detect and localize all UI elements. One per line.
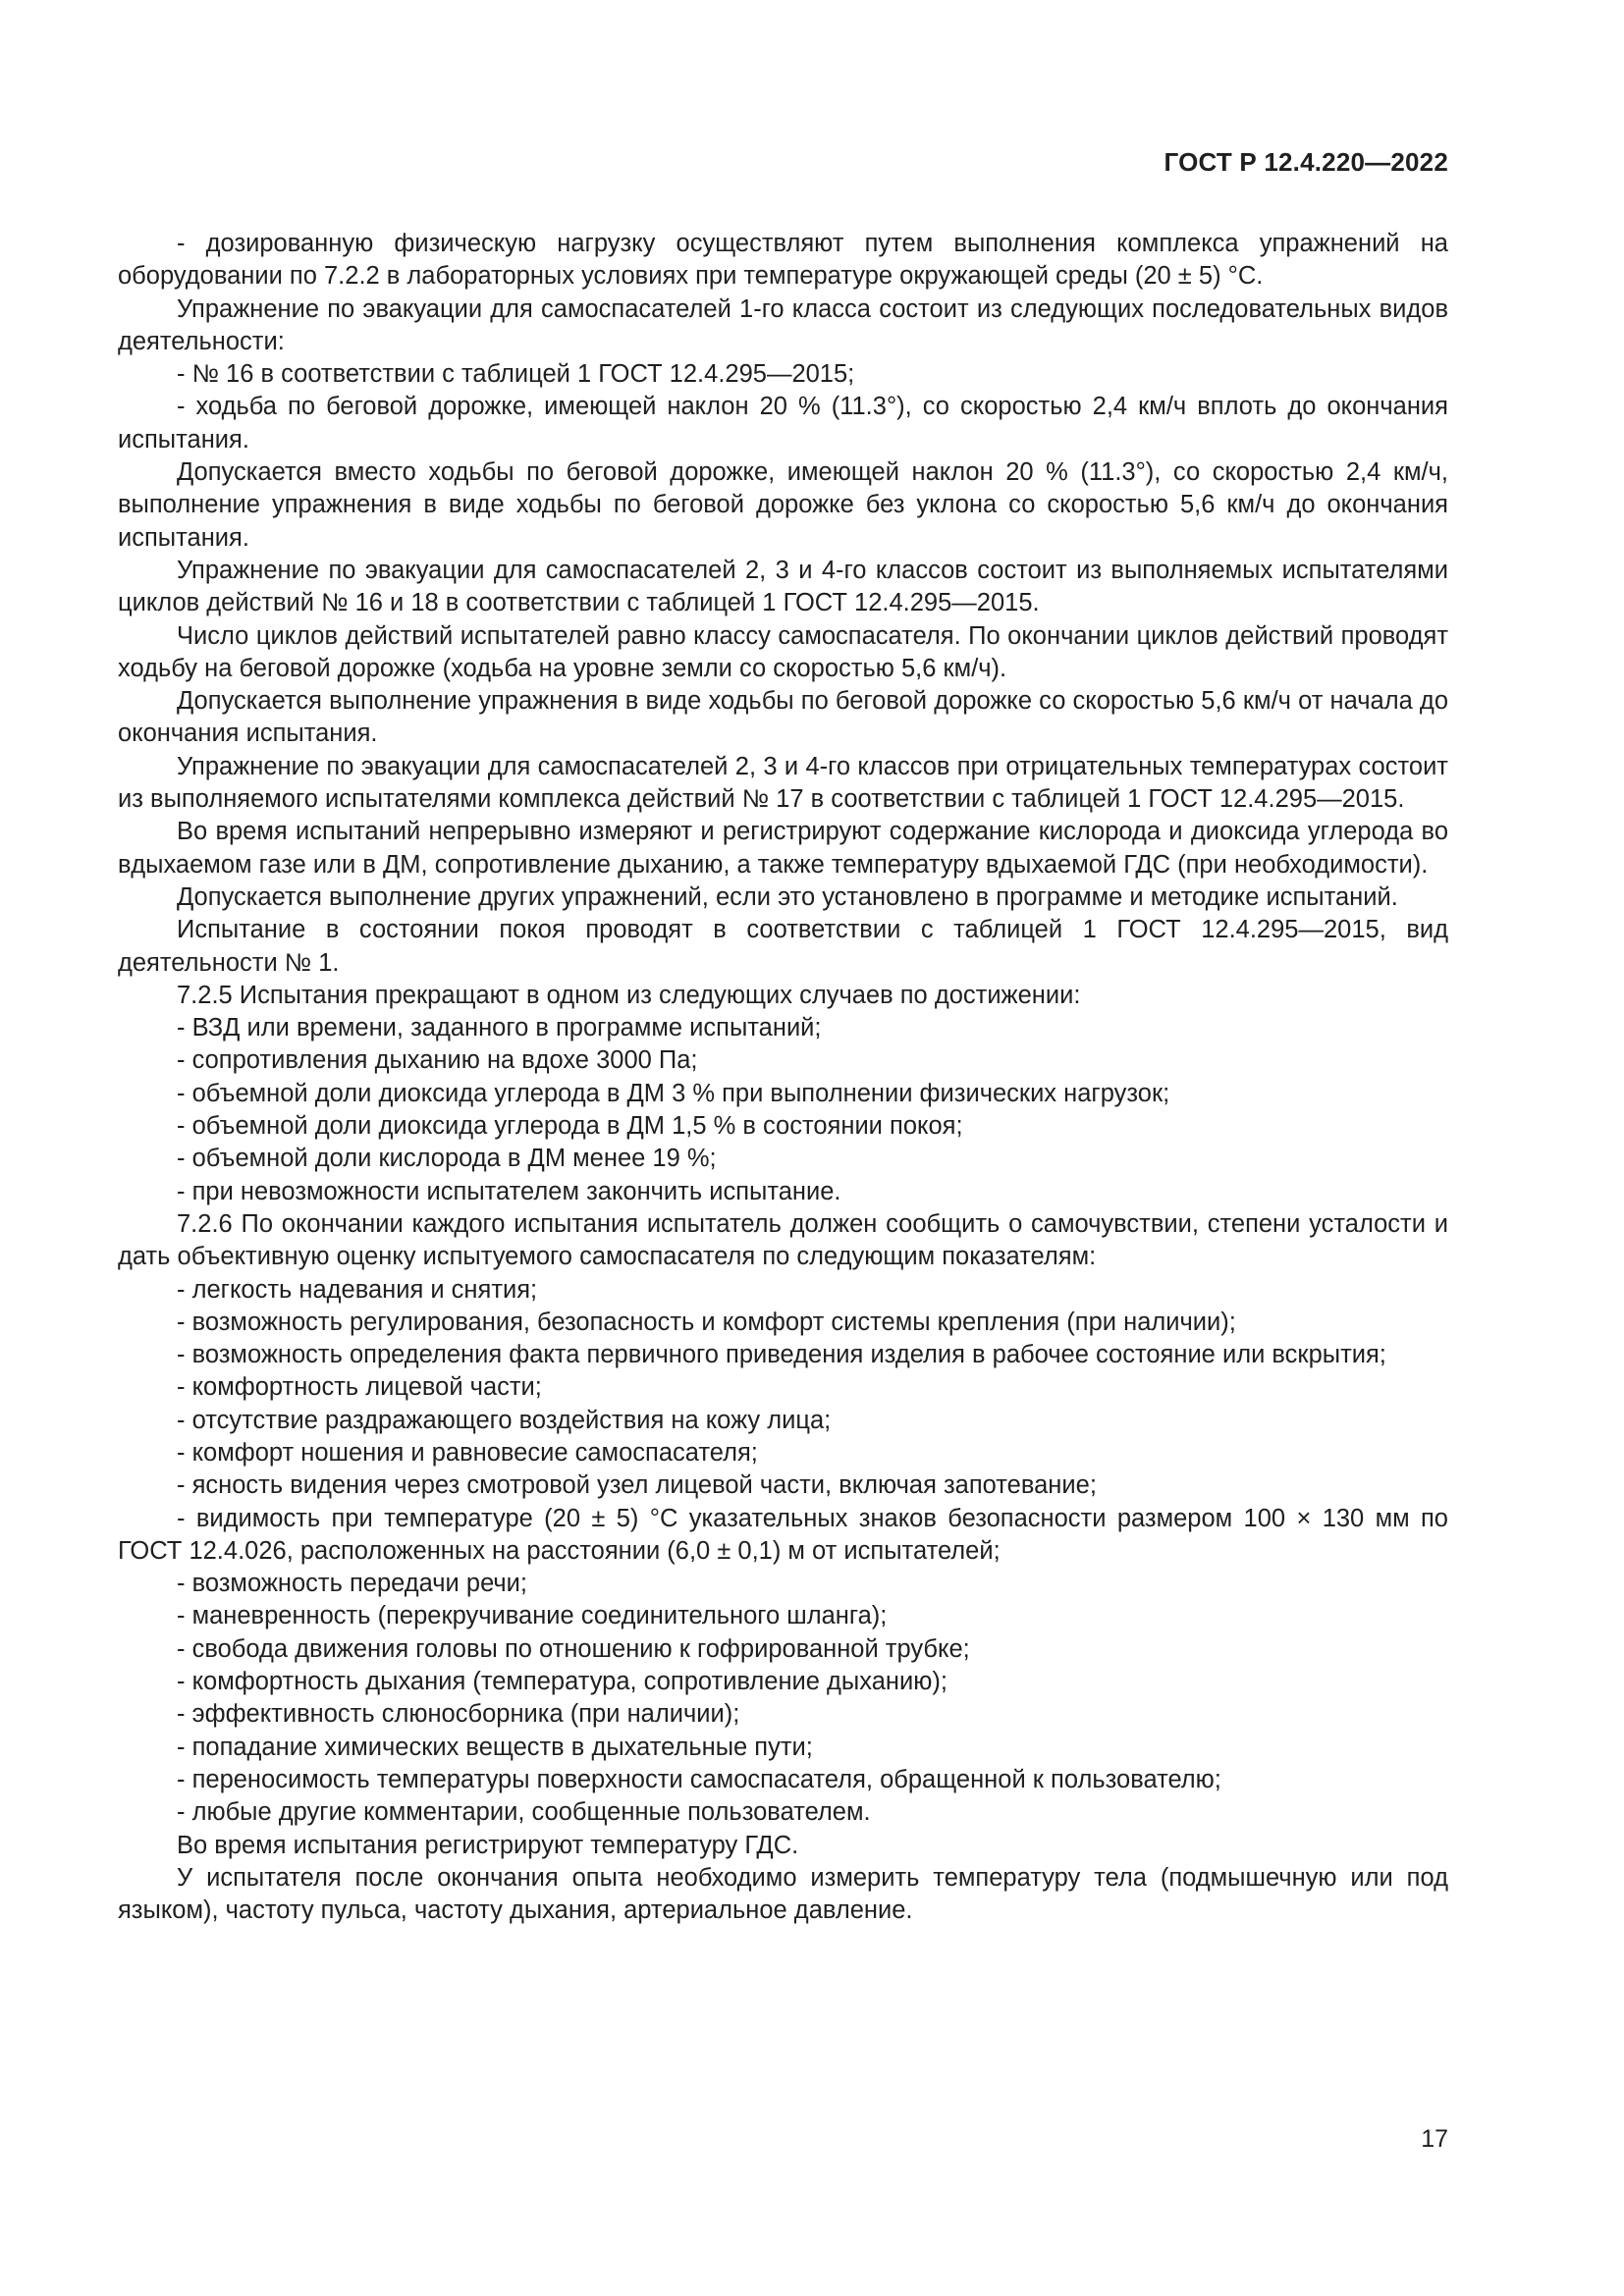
paragraph: У испытателя после окончания опыта необходимо измерить температуру тела (подмышечную или под языком), частоту пульса, частоту дыхания, артериальное давление. xyxy=(118,1863,1448,1925)
list-item: - комфортность лицевой части; xyxy=(177,1373,542,1402)
list-item: - свобода движения головы по отношению к гофрированной трубке; xyxy=(177,1634,970,1663)
list-item: - возможность передачи речи; xyxy=(177,1570,528,1598)
list-item: - объемной доли диоксида углерода в ДМ 1,5 % в состоянии покоя; xyxy=(177,1112,963,1141)
paragraph: Во время испытания регистрируют температуру ГДС. xyxy=(177,1831,799,1859)
list-item: - объемной доли диоксида углерода в ДМ 3 % при выполнении физических нагрузок; xyxy=(177,1079,1170,1107)
list-item: - видимость при температуре (20 ± 5) °С указательных знаков безопасности размером 100 × 130 мм по ГОСТ 12.4.026, расположенных на расстоянии (6,0 ± 0,1) м от испытателей; xyxy=(118,1504,1448,1565)
paragraph: Упражнение по эвакуации для самоспасателей 2, 3 и 4-го классов состоит из выполняемых испытателями циклов действий № 16 и 18 в соответствии с таблицей 1 ГОСТ 12.4.295—2015. xyxy=(118,556,1448,617)
list-item: - ВЗД или времени, заданного в программе испытаний; xyxy=(177,1014,822,1042)
document-body xyxy=(118,228,1448,1927)
list-item: - маневренность (перекручивание соединительного шланга); xyxy=(177,1602,888,1630)
list-item: - возможность регулирования, безопасность и комфорт системы крепления (при наличии); xyxy=(177,1308,1236,1336)
list-item: - ходьба по беговой дорожке, имеющей наклон 20 % (11.3°), со скоростью 2,4 км/ч вплоть до окончания испытания. xyxy=(118,393,1448,454)
list-item: - отсутствие раздражающего воздействия на кожу лица; xyxy=(177,1406,832,1434)
paragraph: Допускается выполнение других упражнений, если это установлено в программе и методике испытаний. xyxy=(177,882,1398,911)
list-item: - переносимость температуры поверхности самоспасателя, обращенной к пользователю; xyxy=(177,1765,1221,1793)
list-item: - легкость надевания и снятия; xyxy=(177,1275,538,1304)
list-item: - № 16 в соответствии с таблицей 1 ГОСТ 12.4.295—2015; xyxy=(177,360,855,389)
list-item: - объемной доли кислорода в ДМ менее 19 %; xyxy=(177,1145,717,1173)
list-item: - эффективность слюносборника (при наличии); xyxy=(177,1700,740,1729)
list-item: - комфортность дыхания (температура, сопротивление дыханию); xyxy=(177,1668,947,1696)
list-item: - возможность определения факта первичного приведения изделия в рабочее состояние или вскрытия; xyxy=(177,1341,1386,1369)
list-item: - ясность видения через смотровой узел лицевой части, включая запотевание; xyxy=(177,1471,1097,1500)
list-item: - любые другие комментарии, сообщенные пользователем. xyxy=(177,1798,871,1827)
page-number: 17 xyxy=(1421,2125,1448,2153)
list-item: - попадание химических веществ в дыхательные пути; xyxy=(177,1733,813,1761)
paragraph: Испытание в состоянии покоя проводят в соответствии с таблицей 1 ГОСТ 12.4.295—2015, вид деятельности № 1. xyxy=(118,916,1448,977)
paragraph: Допускается выполнение упражнения в виде ходьбы по беговой дорожке со скоростью 5,6 км/ч от начала до окончания испытания. xyxy=(118,687,1448,748)
paragraph: Число циклов действий испытателей равно классу самоспасателя. По окончании циклов действий проводят ходьбу на беговой дорожке (ходьба на уровне земли со скоростью 5,6 км/ч). xyxy=(118,621,1448,682)
list-item: - комфорт ношения и равновесие самоспасателя; xyxy=(177,1438,758,1467)
paragraph: Упражнение по эвакуации для самоспасателей 2, 3 и 4-го классов при отрицательных температурах состоит из выполняемого испытателями комплекса действий № 17 в соответствии с таблицей 1 ГОСТ 12.4.295—2015. xyxy=(118,752,1448,814)
paragraph: Допускается вместо ходьбы по беговой дорожке, имеющей наклон 20 % (11.3°), со скоростью 2,4 км/ч, выполнение упражнения в виде ходьбы по беговой дорожке без уклона со скоростью 5,6 км/ч до окончания испытания. xyxy=(118,458,1448,552)
section-7-2-5: 7.2.5 Испытания прекращают в одном из следующих случаев по достижении: xyxy=(177,981,1081,1009)
list-item: - сопротивления дыханию на вдохе 3000 Па; xyxy=(177,1046,698,1075)
list-item: - при невозможности испытателем закончить испытание. xyxy=(177,1177,841,1205)
standard-code-header: ГОСТ Р 12.4.220—2022 xyxy=(1164,147,1448,177)
paragraph: Во время испытаний непрерывно измеряют и регистрируют содержание кислорода и диоксида углерода во вдыхаемом газе или в ДМ, сопротивление дыханию, а также температуру вдыхаемой ГДС (при необходимости). xyxy=(118,818,1448,879)
paragraph: - дозированную физическую нагрузку осуществляют путем выполнения комплекса упражнений на оборудовании по 7.2.2 в лабораторных условиях при температуре окружающей среды (20 ± 5) °С. xyxy=(118,230,1448,291)
section-7-2-6: 7.2.6 По окончании каждого испытания испытатель должен сообщить о самочувствии, степени усталости и дать объективную оценку испытуемого самоспасателя по следующим показателям: xyxy=(118,1209,1448,1271)
paragraph: Упражнение по эвакуации для самоспасателей 1-го класса состоит из следующих последовательных видов деятельности: xyxy=(118,294,1448,355)
